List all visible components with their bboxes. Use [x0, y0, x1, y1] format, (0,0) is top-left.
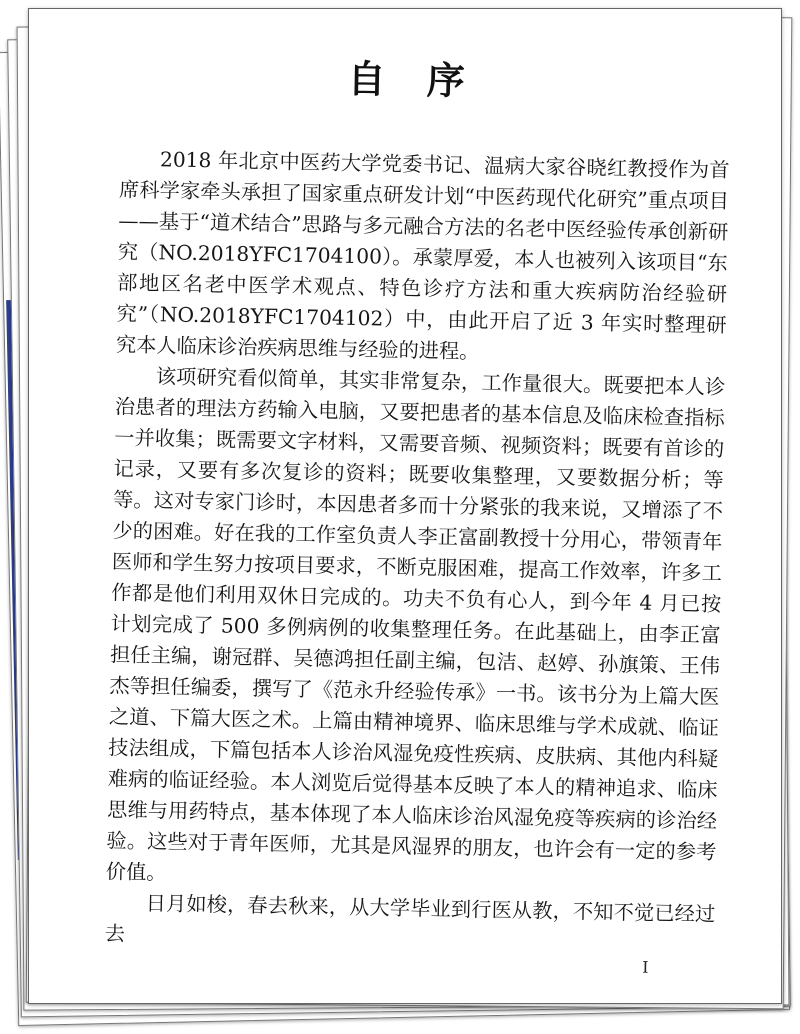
- page-content: [20, 2, 791, 1010]
- page-number: I: [642, 957, 649, 977]
- paragraph: 日月如梭，春去秋来，从大学毕业到行医从教，不知不觉已经过去: [104, 891, 716, 946]
- document-page: [28, 8, 782, 1004]
- body-text: [104, 143, 729, 961]
- paragraph: 2018 年北京中医药大学党委书记、温病大家谷晓红教授作为首席科学家牵头承担了国家重点研发计划“中医药现代化研究”重点项目——基于“道术结合”思路与多元融合方法的名老中医经验传承创新研究（NO.2018YFC1704100）。承蒙厚爱，本人也被列入该项目“东部地区名老中医学术观点、特色诊疗方法和重大疾病防治经验研究”（NO.2018YFC1704102）中，由此开启了近 3 年实时整理研究本人临床诊治疾病思维与经验的进程。: [115, 147, 730, 364]
- page-title: 自 序: [347, 55, 480, 104]
- paragraph: 该项研究看似简单，其实非常复杂，工作量很大。既要把本人诊治患者的理法方药输入电脑，又要把患者的基本信息及临床检查指标一并收集；既需要文字材料，又需要音频、视频资料；既要有首诊的记录，又要有多次复诊的资料；既要收集整理，又要数据分析；等等。这对专家门诊时，本因患者多而十分紧张的我来说，又增添了不少的困难。好在我的工作室负责人李正富副教授十分用心，带领青年医师和学生努力按项目要求，不断克服困难，提高工作效率，许多工作都是他们利用双休日完成的。功夫不负有心人，到今年 4 月已按计划完成了 500 多例病例的收集整理任务。在此基础上，由李正富担任主编，谢冠群、吴德鸿担任副主编，包洁、赵婷、孙旗策、王伟杰等担任编委，撰写了《范永升经验传承》一书。该书分为上篇大医之道、下篇大医之术。上篇由精神境界、临床思维与学术成就、临证技法组成，下篇包括本人诊治风湿免疫性疾病、皮肤病、其他内科疑难病的临证经验。本人浏览后觉得基本反映了本人的精神追求、临床思维与用药特点，基本体现了本人临床诊治风湿免疫等疾病的诊治经验。这些对于青年医师，尤其是风湿界的朋友，也许会有一定的参考价值。: [105, 364, 726, 885]
